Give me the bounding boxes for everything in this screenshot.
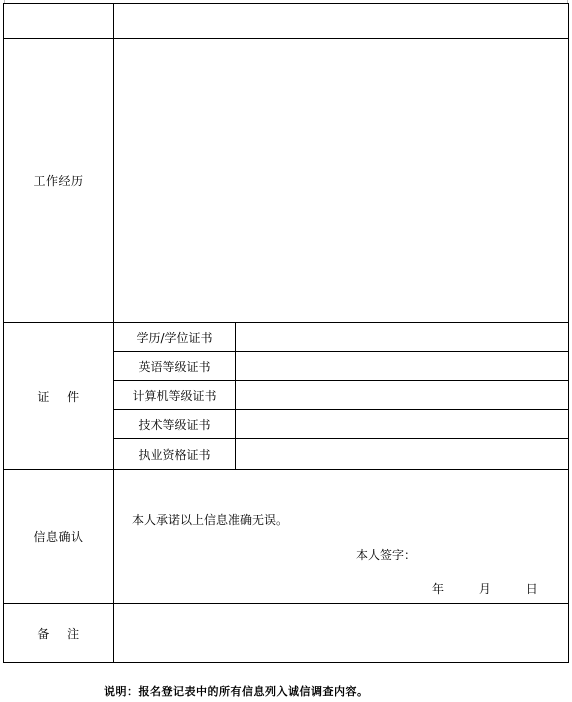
- work-experience-label: 工作经历: [4, 39, 114, 323]
- signature-label: 本人签字：: [356, 547, 417, 562]
- registration-form-table: [3, 3, 569, 663]
- certificate-label-degree: 学历/学位证书: [114, 323, 236, 352]
- certificates-label: 证 件: [4, 323, 114, 470]
- certificate-label-technical: 技术等级证书: [114, 410, 236, 439]
- footer-note: 说明：报名登记表中的所有信息列入诚信调查内容。: [104, 685, 369, 698]
- date-year-label: 年: [432, 581, 445, 596]
- date-day-label: 日: [525, 581, 538, 596]
- certificate-label-practice: 执业资格证书: [114, 439, 236, 470]
- top-label-cell: [4, 4, 114, 39]
- certificate-field-english[interactable]: [236, 352, 569, 381]
- certificate-field-degree[interactable]: [236, 323, 569, 352]
- table-row-work-experience: [4, 39, 569, 323]
- work-experience-field[interactable]: [114, 39, 569, 323]
- remarks-field[interactable]: [114, 604, 569, 663]
- date-month-label: 月: [478, 581, 491, 596]
- top-input-cell[interactable]: [114, 4, 569, 39]
- certificate-field-practice[interactable]: [236, 439, 569, 470]
- date-line: [432, 580, 538, 597]
- table-row-certificate: [4, 323, 569, 352]
- certificate-field-technical[interactable]: [236, 410, 569, 439]
- confirmation-label: 信息确认: [4, 470, 114, 604]
- table-row-confirmation: [4, 470, 569, 604]
- remarks-label: 备 注: [4, 604, 114, 663]
- certificate-label-english: 英语等级证书: [114, 352, 236, 381]
- certificate-label-computer: 计算机等级证书: [114, 381, 236, 410]
- table-row-remarks: [4, 604, 569, 663]
- promise-text: 本人承诺以上信息准确无误。: [132, 512, 289, 527]
- certificate-field-computer[interactable]: [236, 381, 569, 410]
- confirmation-cell: [114, 470, 569, 604]
- table-row-top: [4, 4, 569, 39]
